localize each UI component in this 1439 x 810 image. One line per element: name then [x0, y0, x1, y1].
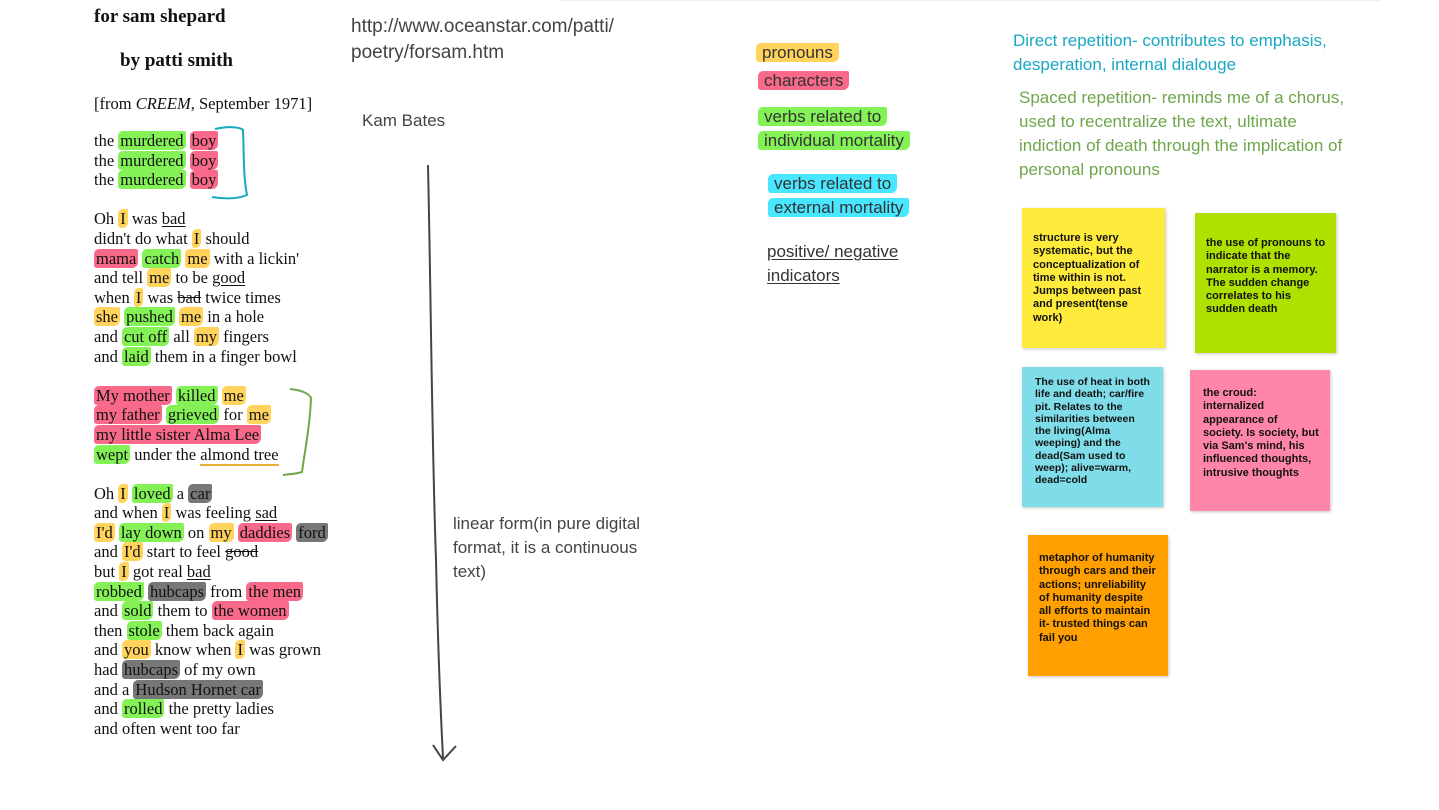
legend-verbs-external-line1: verbs related to [768, 174, 897, 193]
poem-line: wept under the almond tree [96, 444, 279, 464]
poem-line: mama catch me with a lickin' [96, 248, 300, 268]
url-line-2: poetry/forsam.htm [351, 42, 505, 63]
legend-characters-label: characters [758, 71, 849, 90]
poem-line: Oh I loved a car [94, 483, 211, 503]
poem-line: and cut off all my fingers [94, 326, 269, 346]
poem-line: I'd lay down on my daddies ford [96, 522, 326, 542]
legend-verbs-external-line2: external mortality [768, 198, 909, 217]
poem-line: and rolled the pretty ladies [94, 699, 274, 719]
legend-verbs-individual [758, 105, 910, 153]
sticky-note-heat[interactable]: The use of heat in both life and death; car/fire pit. Relates to the similarities between the living(Alma weeping) and the dead(Sam used to weep); alive=warm, dead=cold [1022, 367, 1163, 507]
student-name: Kam Bates [362, 111, 446, 130]
poem-line: and you know when I was grown [94, 640, 322, 660]
source-magazine: CREEM [135, 94, 191, 113]
sticky-note-crowd[interactable]: the croud: internalized appearance of society. Is society, but via Sam's mind, his influenced thoughts, intrusive thoughts [1190, 370, 1330, 511]
source-url[interactable] [351, 14, 614, 66]
poem-line: the murdered boy [94, 170, 217, 190]
legend-pronouns [756, 43, 839, 63]
poem-line: and when I was feeling sad [94, 503, 278, 523]
poem-line: when I was bad twice times [94, 287, 281, 307]
poem-line: my father grieved for me [96, 405, 269, 425]
poem-line: my little sister Alma Lee [96, 424, 260, 444]
direct-repetition-note: Direct repetition- contributes to emphasis, desperation, internal dialouge [1013, 31, 1327, 74]
legend-verbs-individual-line2: individual mortality [758, 131, 910, 150]
legend-verbs-individual-line1: verbs related to [758, 107, 887, 126]
url-line-1: http://www.oceanstar.com/patti/ [351, 16, 614, 37]
legend-verbs-external [768, 172, 909, 220]
poem-line: she pushed me in a hole [96, 307, 265, 327]
poem-line: and often went too far [94, 718, 240, 738]
poem-line: didn't do what I should [94, 228, 250, 248]
poem-line: and tell me to be good [94, 268, 246, 288]
linear-form-note: linear form(in pure digital format, it is a continuous text) [453, 514, 641, 581]
legend-indicators [767, 240, 898, 288]
poem-line: then stole them back again [94, 620, 274, 640]
legend-indicators-line2: indicators [767, 266, 840, 285]
poem-title: for sam shepard [94, 6, 226, 27]
poem-author: by patti smith [120, 50, 233, 71]
sticky-note-pronouns[interactable]: the use of pronouns to indicate that the narrator is a memory. The sudden change correlates to his sudden death [1195, 213, 1336, 353]
poem-line: the murdered boy [94, 150, 217, 170]
poem-line: had hubcaps of my own [94, 660, 256, 680]
poem-line: but I got real bad [94, 562, 211, 582]
poem-line: the murdered boy [94, 131, 217, 150]
legend-characters [758, 71, 849, 91]
poem-line: and sold them to the women [94, 601, 287, 621]
legend-pronouns-label: pronouns [756, 43, 839, 62]
poem-line: and I'd start to feel good [94, 542, 259, 562]
sticky-note-metaphor[interactable]: metaphor of humanity through cars and their actions; unreliability of humanity despite all efforts to maintain it- trusted things can fail you [1028, 535, 1168, 676]
poem-line: My mother killed me [96, 385, 244, 405]
bracket-green-icon [283, 389, 311, 475]
legend-indicators-line1: positive/ negative [767, 242, 899, 261]
poem-line: robbed hubcaps from the men [96, 581, 302, 601]
poem-line: and laid them in a finger bowl [94, 346, 297, 366]
source-suffix: , September 1971] [190, 94, 313, 113]
source-prefix: [from [94, 94, 136, 113]
poem-line: Oh I was bad [94, 209, 186, 229]
poem-line: and a Hudson Hornet car [94, 679, 261, 699]
spaced-repetition-note: Spaced repetition- reminds me of a chorus, used to recentralize the text, ultimate indiction of death through the implication of personal pronouns [1019, 88, 1345, 179]
arrow-down-icon [428, 165, 456, 760]
sticky-note-structure[interactable]: structure is very systematic, but the conceptualization of time within is not. Jumps between past and present(tense work) [1022, 208, 1165, 348]
bracket-teal-icon [212, 127, 247, 198]
